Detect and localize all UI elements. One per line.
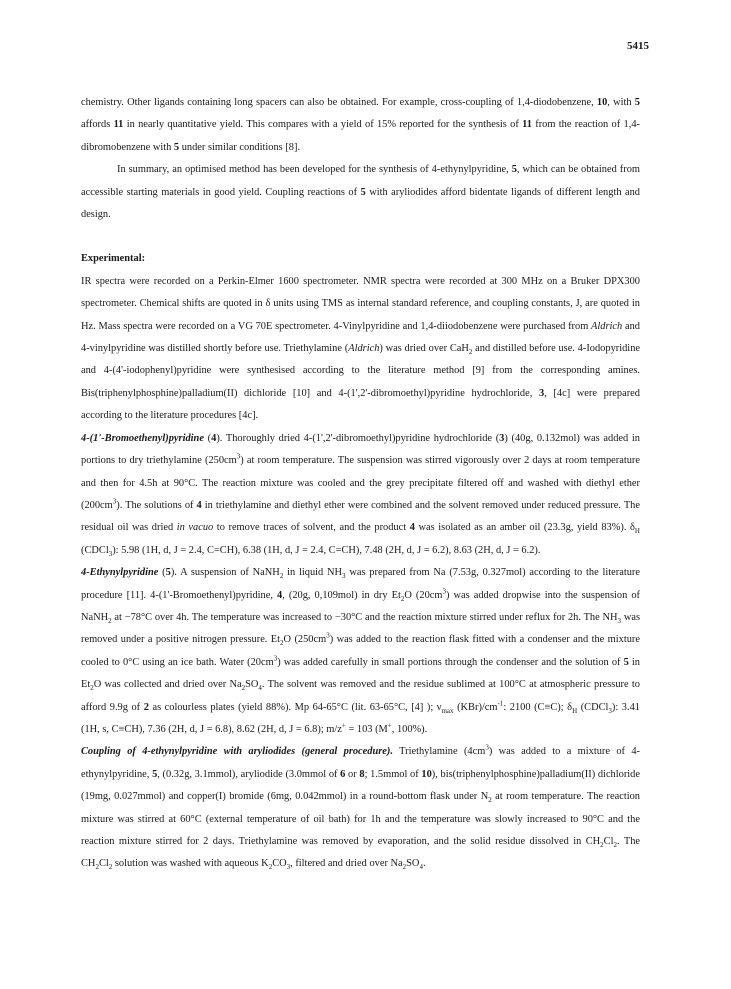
text-run: H [572, 706, 578, 715]
text-run: 2 [241, 684, 246, 693]
text-run: 2 [280, 639, 284, 648]
text-run: (CDCl [577, 701, 609, 713]
text-run: 4-(1'-Bromoethenyl)pyridine [81, 432, 204, 444]
text-run: in vacuo [176, 522, 214, 534]
text-run: ) was added dropwise into the suspension of NaNH [81, 589, 640, 623]
text-run: ( [158, 567, 166, 579]
text-run: max [441, 706, 454, 715]
text-run: in Et [81, 656, 640, 691]
text-run: ) was added to a mixture of 4-ethynylpyridine, [81, 746, 640, 780]
body-text [81, 92, 640, 876]
paragraph-coupling-procedure [81, 741, 640, 875]
text-run: was prepared from Na (7.53g, 0.327mol) according to the literature procedure [11]. 4-(1'-Bromoethenyl)pyridine, [81, 567, 640, 601]
text-run: , with [607, 97, 635, 108]
text-run: 10 [596, 97, 608, 108]
text-run: 3 [108, 549, 113, 558]
text-run: Aldrich [348, 343, 380, 355]
text-run: 4 [196, 499, 202, 511]
text-run: 2 [90, 684, 94, 693]
text-run: , filtered and dried over Na [290, 858, 403, 870]
text-run: , which can be obtained from accessible starting materials in good yield. Coupling reactions of [81, 164, 640, 198]
text-run: . The CH [81, 836, 640, 870]
text-run: 3 [342, 572, 346, 581]
text-run: 4 [409, 522, 415, 534]
text-run: 2 [468, 348, 473, 357]
paragraph-ethynylpyridine [81, 562, 640, 741]
text-run: ), bis(triphenylphosphine)palladium(II) dichloride (19mg, 0.027mmol) and copper(I) bromide (6mg, 0.042mmol) in a round-bottom flask under N [81, 768, 640, 803]
text-run: 5 [165, 567, 171, 579]
text-run: SO [245, 679, 259, 691]
text-run: . [422, 858, 426, 870]
text-run: 4 [211, 432, 217, 444]
text-run: 5 [360, 186, 366, 198]
text-run: ; 1.5mmol of [364, 768, 422, 780]
text-run: 5 [623, 656, 629, 668]
text-run: H [634, 527, 640, 536]
text-run: 3 [608, 706, 612, 715]
text-run: from the reaction of 1,4-dibromobenzene with [81, 119, 640, 153]
text-run: and distilled before use. 4-Iodopyridine and 4-(4'-iodophenyl)pyridine were synthesised according to the literature method [9] from the corresponding amines. Bis(triphenylphosphine)palladium(II) dichloride [10] and 4-(1',2'-dibromoethyl)pyridine hydrochloride, [81, 343, 640, 399]
text-run: in triethylamine and diethyl ether were combined and the solvent removed under reduced pressure. The residual oil was dried [81, 499, 640, 534]
text-run: ): 5.98 (1H, d, J = 2.4, C=CH), 6.38 (1H, d, J = 2.4, C=CH), 7.48 (2H, d, J = 6.2), 8.63 (2H, d, J = 6.2). [112, 544, 541, 556]
text-run: ). A suspension of NaNH [170, 567, 280, 579]
text-run: at room temperature. The reaction mixture was stirred at 60°C (external temperature of oil bath) for 1h and the temperature was slowly increased to 90°C and the reaction mixture stirred for 2 days. Triethylamine was removed by evaporation, and the solid residue dissolved in CH [81, 791, 641, 847]
text-run: ) was added to the reaction flask fitted with a condenser and the mixture cooled to 0°C using an ice bath. Water (20cm [81, 634, 640, 668]
text-run: ). Thoroughly dried 4-(1',2'-dibromoethyl)pyridine hydrochloride ( [216, 432, 500, 444]
section-gap [81, 226, 640, 248]
text-run: as colourless plates (yield 88%). Mp 64-65°C (lit. 63-65°C, [4] ); ν [148, 701, 442, 713]
paragraph-bromoethenylpyridine [81, 428, 640, 562]
text-run: In summary, an optimised method has been developed for the synthesis of 4-ethynylpyridine, [117, 164, 512, 176]
text-run: 5 [511, 164, 517, 176]
text-run: 2 [279, 572, 284, 581]
text-run: 2 [95, 863, 99, 872]
text-run: 5 [173, 141, 180, 153]
text-run: 3 [273, 654, 278, 663]
text-run: 6 [340, 768, 346, 780]
text-run: O was collected and dried over Na [93, 679, 242, 691]
text-run: or [345, 768, 360, 780]
text-run: + [341, 721, 346, 730]
text-run: chemistry. Other ligands containing long spacers can also be obtained. For example, cross-coupling of 1,4-diodobenzene, [81, 97, 597, 108]
text-run: 2 [600, 841, 604, 850]
text-run: . The solvent was removed and the residue sublimed at 100°C at atmospheric pressure to afford 9.9g of [81, 679, 640, 713]
text-run: : 2100 (C≡C); δ [503, 701, 573, 713]
text-run: Coupling of 4-ethynylpyridine with aryliodides (general procedure). [81, 746, 393, 758]
text-run: (CDCl [81, 544, 109, 556]
text-run: ( [203, 432, 212, 444]
text-run: at −78°C over 4h. The temperature was increased to −30°C and the reaction mixture stirred under reflux for 2h. The NH [111, 611, 618, 623]
text-run: 10 [421, 768, 432, 780]
text-run: 2 [488, 796, 492, 805]
text-run: 3 [286, 863, 291, 872]
text-run: was removed under a positive nitrogen pressure. Et [81, 611, 640, 646]
text-run: was isolated as an amber oil (23.3g, yield 83%). δ [414, 522, 635, 534]
text-run: IR spectra were recorded on a Perkin-Elmer 1600 spectrometer. NMR spectra were recorded at 300 MHz on a Bruker DPX300 spectrometer. Chemical shifts are quoted in δ units using TMS as internal standard reference, and coupling constants, J, are quoted in Hz. Mass spectra were recorded on a VG 70E spectrometer. 4-Vinylpyridine and 1,4-diiodobenzene were purchased from [81, 275, 640, 332]
text-run: + [387, 721, 392, 730]
text-run: ). The solutions of [116, 499, 197, 511]
text-run: , (20g, 0,109mol) in dry Et [282, 589, 401, 601]
text-run: O (250cm [283, 634, 327, 646]
text-run: 2 [108, 863, 113, 872]
text-run: 2 [143, 701, 149, 713]
text-run: solution was washed with aqueous K [112, 858, 269, 870]
paragraph-instrumentation [81, 271, 640, 428]
text-run: Triethylamine (4cm [392, 746, 486, 758]
text-run: 8 [359, 768, 365, 780]
paragraph-summary [81, 159, 640, 226]
text-run: 2 [402, 863, 407, 872]
text-run: ) (40g, 0.132mol) was added in portions to dry triethylamine (250cm [81, 432, 640, 467]
text-run: -1 [497, 699, 504, 708]
text-run: ) was added carefully in small portions through the condenser and the solution of [277, 656, 624, 668]
text-run: and 4-vinylpyridine was distilled shortly before use. Triethylamine ( [81, 320, 640, 355]
text-run: in nearly quantitative yield. This compares with a yield of 15% reported for the synthesis of [123, 119, 523, 131]
text-run: (KBr)/cm [453, 701, 498, 713]
text-run: 5 [634, 97, 640, 108]
text-run: SO [406, 858, 420, 870]
text-run: 2 [108, 617, 112, 626]
text-run: 3 [485, 743, 489, 752]
text-run: CO [272, 858, 287, 870]
text-run: 11 [113, 119, 124, 131]
text-run: ) at room temperature. The suspension was stirred vigorously over 2 days at room temperature and then for 4.5h at 90°C. The reaction mixture was cooled and the grey precipitate filtered off and washed with diethyl ether (200cm [81, 455, 640, 511]
text-run: O (20cm [404, 589, 443, 601]
text-run: 3 [326, 631, 330, 640]
page-number: 5415 [627, 40, 649, 52]
text-run: 4 [258, 684, 262, 693]
text-run: 5 [152, 768, 158, 780]
text-run: , (0.32g, 3.1mmol), aryliodide (3.0mmol of [157, 768, 341, 780]
text-run: 3 [617, 617, 622, 626]
text-run: 4 [277, 589, 283, 601]
text-run: 3 [236, 452, 241, 461]
text-run: 4-Ethynylpyridine [81, 567, 159, 579]
text-run: , [4c] were prepared according to the literature procedures [4c]. [81, 387, 640, 422]
text-run: 2 [400, 594, 405, 603]
text-run: 11 [522, 119, 532, 131]
text-run: with aryliodides afford bidentate ligands of different length and design. [81, 186, 640, 221]
text-run: 3 [442, 587, 446, 596]
text-run: in liquid NH [283, 567, 343, 579]
text-run: affords [81, 119, 114, 131]
text-run: 3 [112, 497, 117, 506]
text-run: 4 [419, 863, 423, 872]
paragraph-conclusion-1 [81, 92, 640, 159]
text-run: 2 [613, 841, 617, 850]
text-run: 3 [538, 387, 545, 399]
text-run: , 100%). [391, 723, 428, 735]
text-run: 3 [499, 432, 505, 444]
text-run: = 103 (M [345, 723, 388, 735]
text-run: ) was dried over CaH [379, 343, 469, 355]
text-run: Cl [98, 858, 109, 870]
text-run: ): 3.41 (1H, s, C≡CH), 7.36 (2H, d, J = 6.8), 8.62 (2H, d, J = 6.8); m/z [81, 701, 640, 735]
text-run: Cl [603, 836, 614, 847]
section-heading-experimental: Experimental: [81, 253, 146, 265]
text-run: under similar conditions [8]. [179, 141, 301, 153]
text-run: 2 [268, 863, 273, 872]
text-run: to remove traces of solvent, and the product [213, 522, 410, 534]
text-run: Aldrich [591, 320, 623, 332]
